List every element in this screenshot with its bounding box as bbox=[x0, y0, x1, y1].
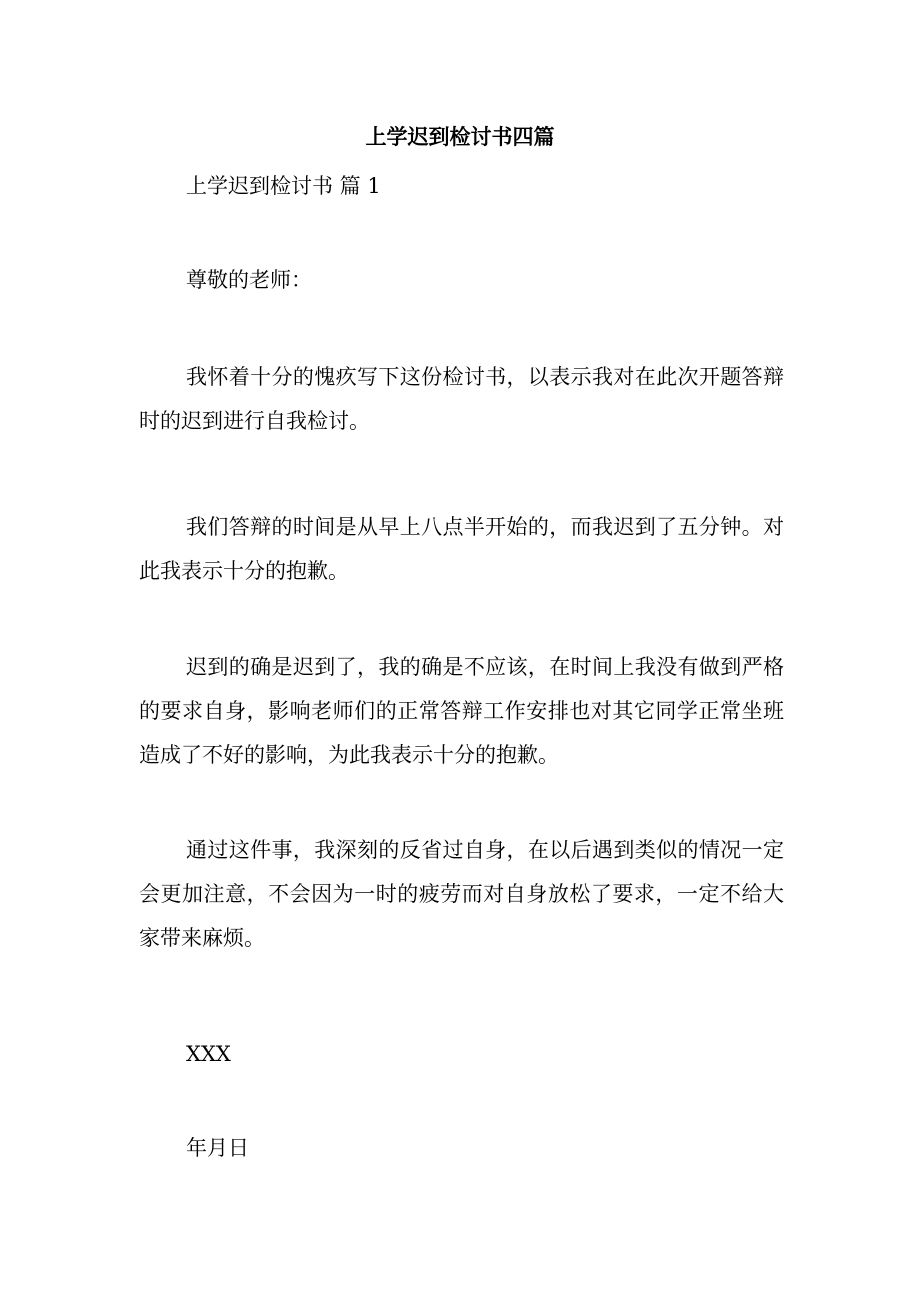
body-paragraph-1: 我怀着十分的愧疚写下这份检讨书，以表示我对在此次开题答辩时的迟到进行自我检讨。 bbox=[139, 365, 784, 433]
signature-name: XXX bbox=[186, 1042, 231, 1066]
document-title: 上学迟到检讨书四篇 bbox=[365, 124, 555, 149]
section-heading: 上学迟到检讨书 篇 1 bbox=[186, 174, 381, 198]
signature-date: 年月日 bbox=[186, 1136, 249, 1160]
body-paragraph-2: 我们答辩的时间是从早上八点半开始的，而我迟到了五分钟。对此我表示十分的抱歉。 bbox=[139, 515, 784, 583]
body-paragraph-4: 通过这件事，我深刻的反省过自身，在以后遇到类似的情况一定会更加注意，不会因为一时的疲劳而对自身放松了要求，一定不给大家带来麻烦。 bbox=[139, 838, 784, 950]
body-paragraph-3: 迟到的确是迟到了，我的确是不应该，在时间上我没有做到严格的要求自身，影响老师们的正常答辩工作安排也对其它同学正常坐班造成了不好的影响，为此我表示十分的抱歉。 bbox=[139, 655, 784, 767]
salutation: 尊敬的老师： bbox=[186, 268, 312, 292]
